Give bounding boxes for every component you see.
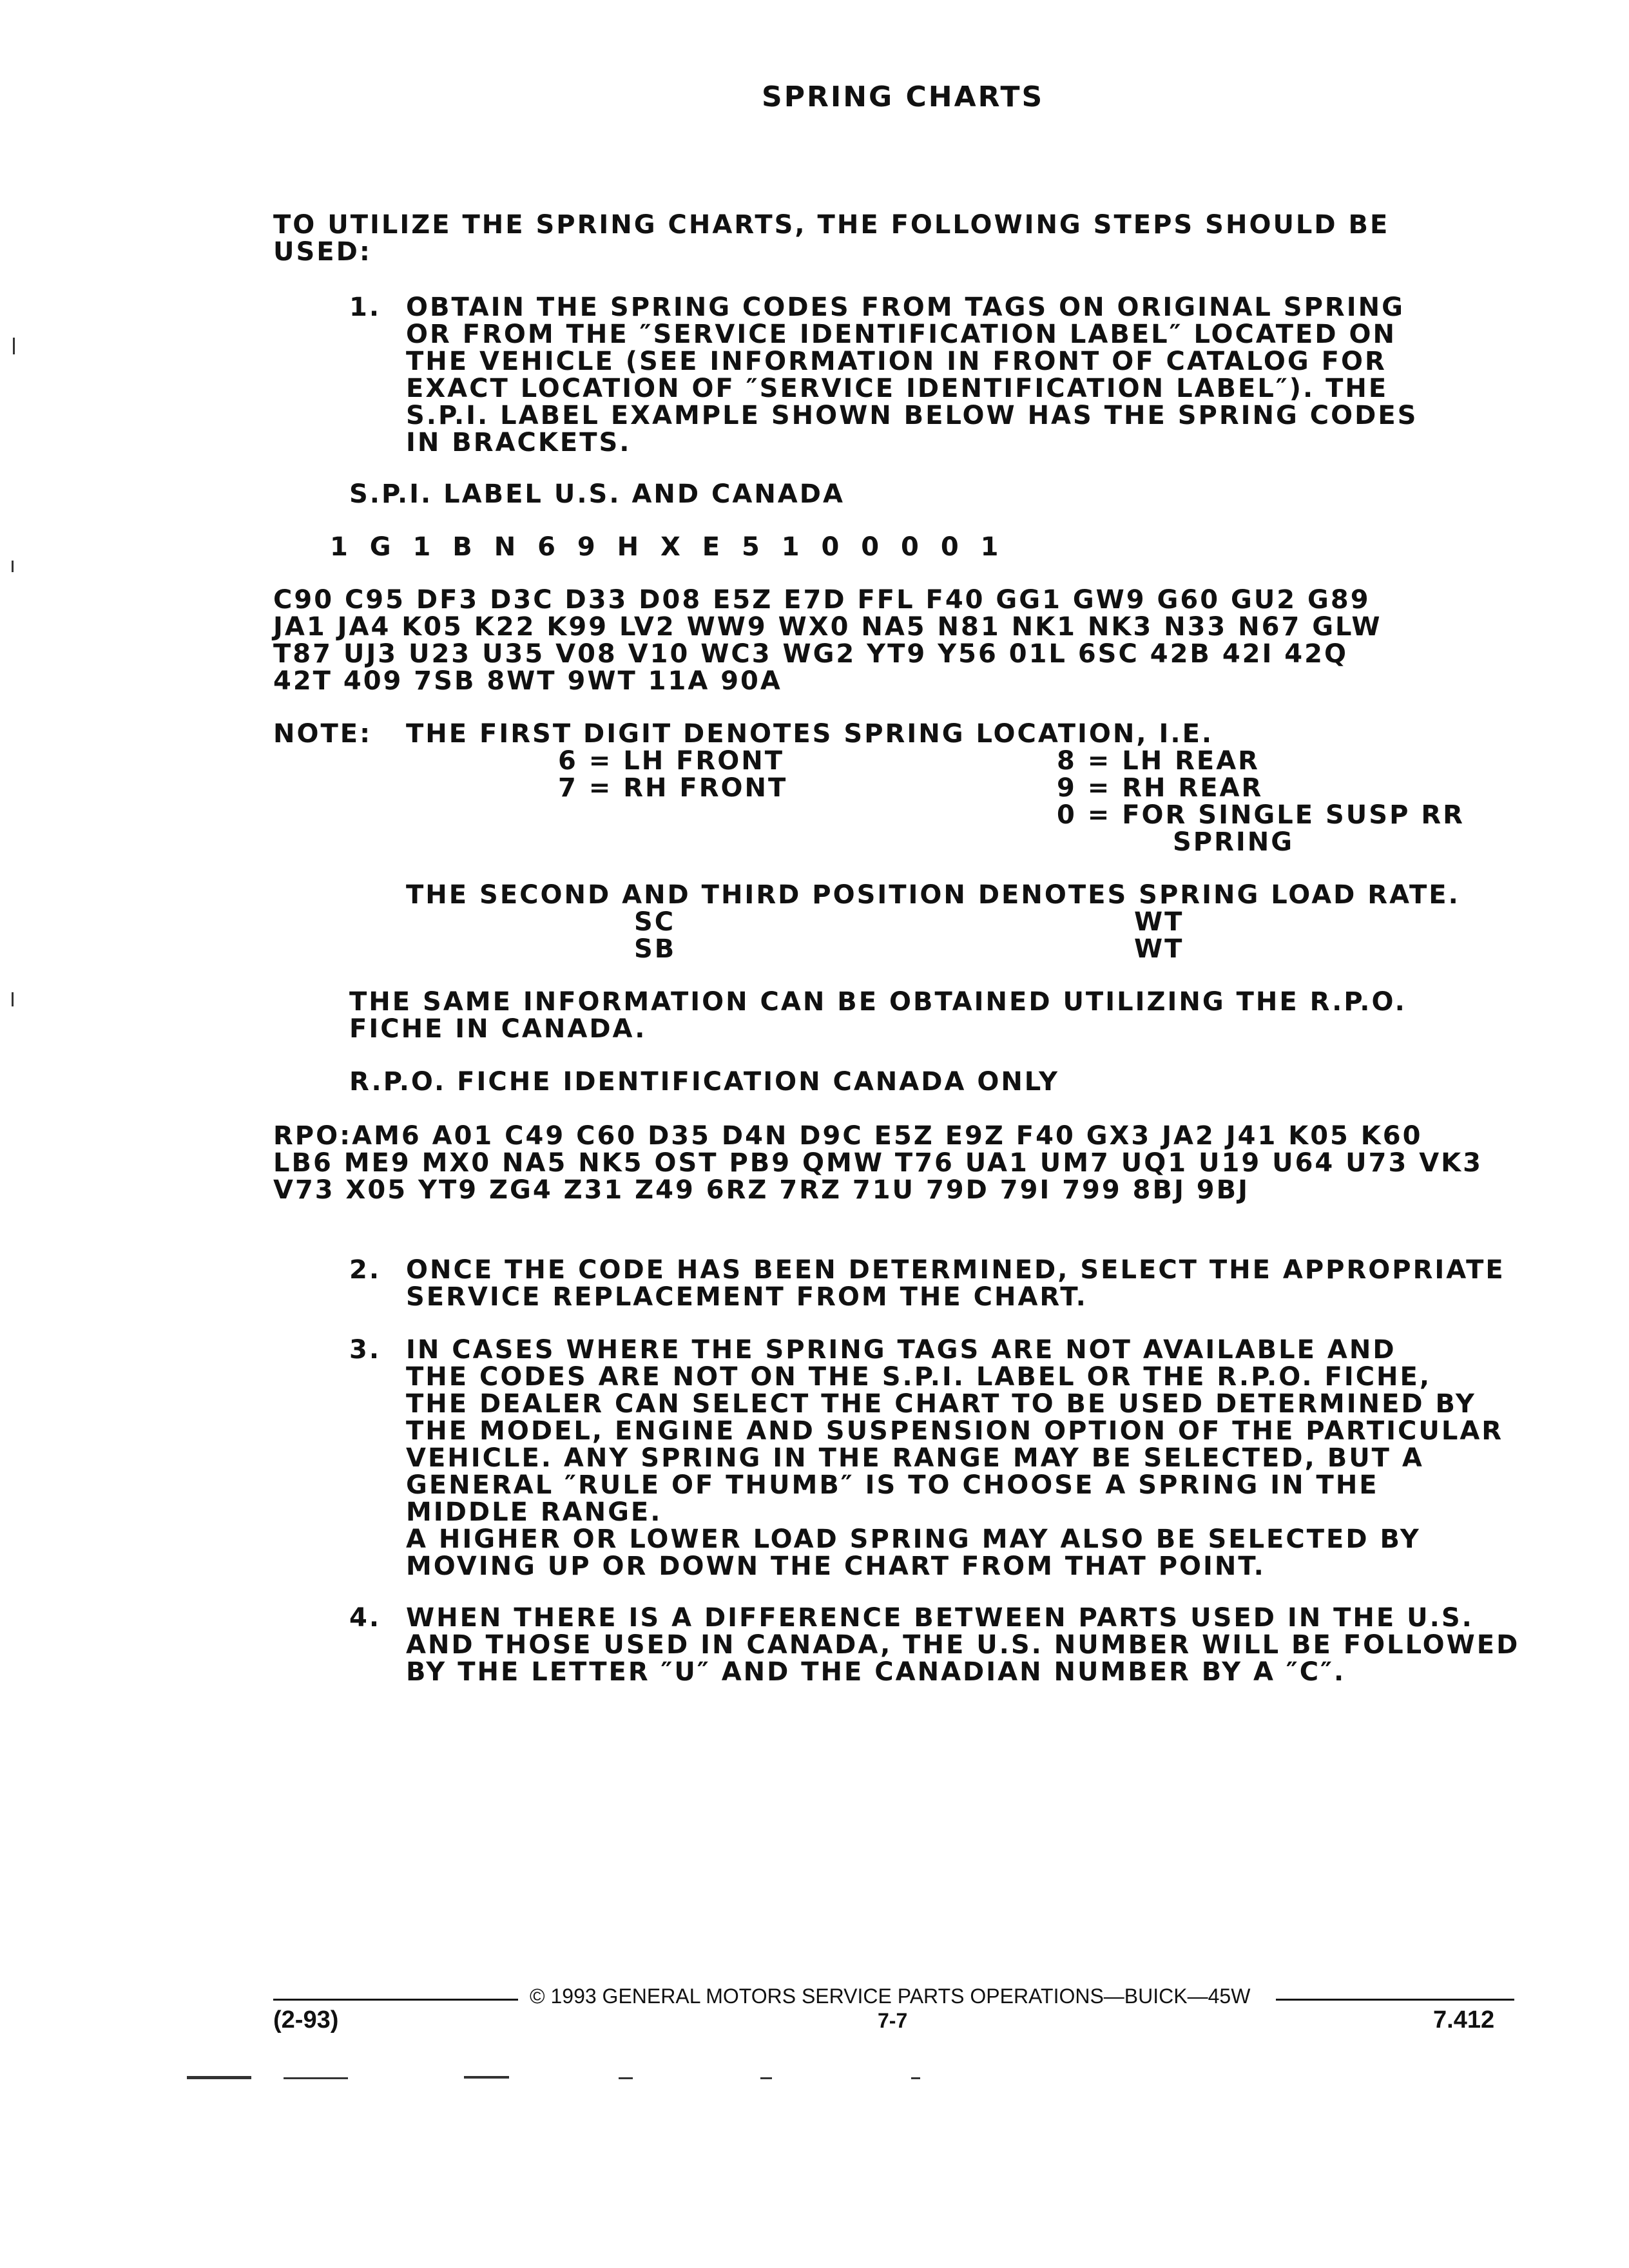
scan-mark [619, 2077, 633, 2079]
note-location-spring: SPRING [1173, 827, 1295, 857]
note-first-line: THE FIRST DIGIT DENOTES SPRING LOCATION, I.E. [406, 719, 1214, 749]
note-location-single-susp: 0 = FOR SINGLE SUSP RR [1057, 800, 1465, 830]
step-3-number: 3. [349, 1335, 381, 1365]
step-1-line: IN BRACKETS. [406, 428, 631, 457]
step-3-line: IN CASES WHERE THE SPRING TAGS ARE NOT AVAILABLE AND [406, 1335, 1396, 1365]
footer-section-number: 7.412 [1433, 2006, 1495, 2033]
footer-date: (2-93) [273, 2006, 339, 2033]
scan-mark [13, 338, 15, 354]
step-4-line: WHEN THERE IS A DIFFERENCE BETWEEN PARTS USED IN THE U.S. [406, 1603, 1474, 1633]
note-location-rh-front: 7 = RH FRONT [558, 773, 788, 803]
scan-mark [911, 2077, 920, 2079]
step-2-number: 2. [349, 1255, 381, 1285]
intro-line-2: USED: [273, 237, 372, 267]
step-1-number: 1. [349, 293, 381, 322]
note-label: NOTE: [273, 719, 372, 749]
footer-rule-right [1276, 1999, 1514, 2001]
vin-number: 1 G 1 B N 6 9 H X E 5 1 0 0 0 0 1 [330, 532, 1005, 562]
spi-codes-row: C90 C95 DF3 D3C D33 D08 E5Z E7D FFL F40 GG1 GW9 G60 GU2 G89 [273, 585, 1371, 615]
step-4-line: AND THOSE USED IN CANADA, THE U.S. NUMBER WILL BE FOLLOWED [406, 1630, 1520, 1660]
step-4-line: BY THE LETTER ″U″ AND THE CANADIAN NUMBER BY A ″C″. [406, 1657, 1346, 1687]
step-1-line: S.P.I. LABEL EXAMPLE SHOWN BELOW HAS THE SPRING CODES [406, 401, 1418, 430]
intro-line-1: TO UTILIZE THE SPRING CHARTS, THE FOLLOWING STEPS SHOULD BE [273, 210, 1390, 240]
step-3-line: A HIGHER OR LOWER LOAD SPRING MAY ALSO BE SELECTED BY [406, 1524, 1421, 1554]
spi-codes-row: 42T 409 7SB 8WT 9WT 11A 90A [273, 666, 782, 696]
scan-mark [12, 992, 14, 1006]
scan-mark [12, 561, 14, 572]
footer-page-number: 7-7 [878, 2009, 908, 2032]
spi-label-heading: S.P.I. LABEL U.S. AND CANADA [349, 479, 845, 509]
step-3-line: THE MODEL, ENGINE AND SUSPENSION OPTION OF THE PARTICULAR [406, 1416, 1504, 1446]
step-3-line: MIDDLE RANGE. [406, 1497, 662, 1527]
footer-copyright: © 1993 GENERAL MOTORS SERVICE PARTS OPERATIONS—BUICK—45W [530, 1984, 1251, 2008]
step-3-line: MOVING UP OR DOWN THE CHART FROM THAT POINT. [406, 1552, 1266, 1581]
load-rate-sb: SB [634, 934, 677, 964]
scan-mark [760, 2077, 772, 2079]
step-3-line: VEHICLE. ANY SPRING IN THE RANGE MAY BE SELECTED, BUT A [406, 1443, 1424, 1473]
step-4-number: 4. [349, 1603, 381, 1633]
same-info-line: FICHE IN CANADA. [349, 1014, 647, 1044]
note-location-rh-rear: 9 = RH REAR [1057, 773, 1264, 803]
note-second-line: THE SECOND AND THIRD POSITION DENOTES SPRING LOAD RATE. [406, 880, 1460, 910]
rpo-heading: R.P.O. FICHE IDENTIFICATION CANADA ONLY [349, 1067, 1060, 1097]
step-1-line: OBTAIN THE SPRING CODES FROM TAGS ON ORIGINAL SPRING [406, 293, 1405, 322]
load-rate-sc: SC [634, 907, 676, 937]
step-2-line: SERVICE REPLACEMENT FROM THE CHART. [406, 1282, 1088, 1312]
step-3-line: THE DEALER CAN SELECT THE CHART TO BE USED DETERMINED BY [406, 1389, 1476, 1419]
step-1-line: EXACT LOCATION OF ″SERVICE IDENTIFICATION LABEL″). THE [406, 374, 1389, 403]
same-info-line: THE SAME INFORMATION CAN BE OBTAINED UTILIZING THE R.P.O. [349, 987, 1407, 1017]
scan-mark [284, 2077, 348, 2079]
step-3-line: THE CODES ARE NOT ON THE S.P.I. LABEL OR THE R.P.O. FICHE, [406, 1362, 1432, 1392]
note-location-lh-front: 6 = LH FRONT [558, 746, 784, 776]
note-location-lh-rear: 8 = LH REAR [1057, 746, 1260, 776]
footer-rule-left [273, 1999, 518, 2001]
spi-codes-row: T87 UJ3 U23 U35 V08 V10 WC3 WG2 YT9 Y56 01L 6SC 42B 42I 42Q [273, 639, 1348, 669]
step-1-line: THE VEHICLE (SEE INFORMATION IN FRONT OF CATALOG FOR [406, 347, 1387, 376]
scan-mark [464, 2076, 509, 2079]
step-2-line: ONCE THE CODE HAS BEEN DETERMINED, SELECT THE APPROPRIATE [406, 1255, 1505, 1285]
step-3-line: GENERAL ″RULE OF THUMB″ IS TO CHOOSE A SPRING IN THE [406, 1470, 1379, 1500]
load-rate-wt: WT [1134, 934, 1184, 964]
rpo-codes-row: LB6 ME9 MX0 NA5 NK5 OST PB9 QMW T76 UA1 UM7 UQ1 U19 U64 U73 VK3 [273, 1148, 1483, 1178]
page-title: SPRING CHARTS [762, 81, 1045, 113]
scan-mark [187, 2076, 251, 2079]
load-rate-wt: WT [1134, 907, 1184, 937]
step-1-line: OR FROM THE ″SERVICE IDENTIFICATION LABEL″ LOCATED ON [406, 320, 1396, 349]
spi-codes-row: JA1 JA4 K05 K22 K99 LV2 WW9 WX0 NA5 N81 NK1 NK3 N33 N67 GLW [273, 612, 1382, 642]
rpo-codes-row: RPO:AM6 A01 C49 C60 D35 D4N D9C E5Z E9Z F40 GX3 JA2 J41 K05 K60 [273, 1121, 1423, 1151]
rpo-codes-row: V73 X05 YT9 ZG4 Z31 Z49 6RZ 7RZ 71U 79D 79I 799 8BJ 9BJ [273, 1175, 1249, 1205]
